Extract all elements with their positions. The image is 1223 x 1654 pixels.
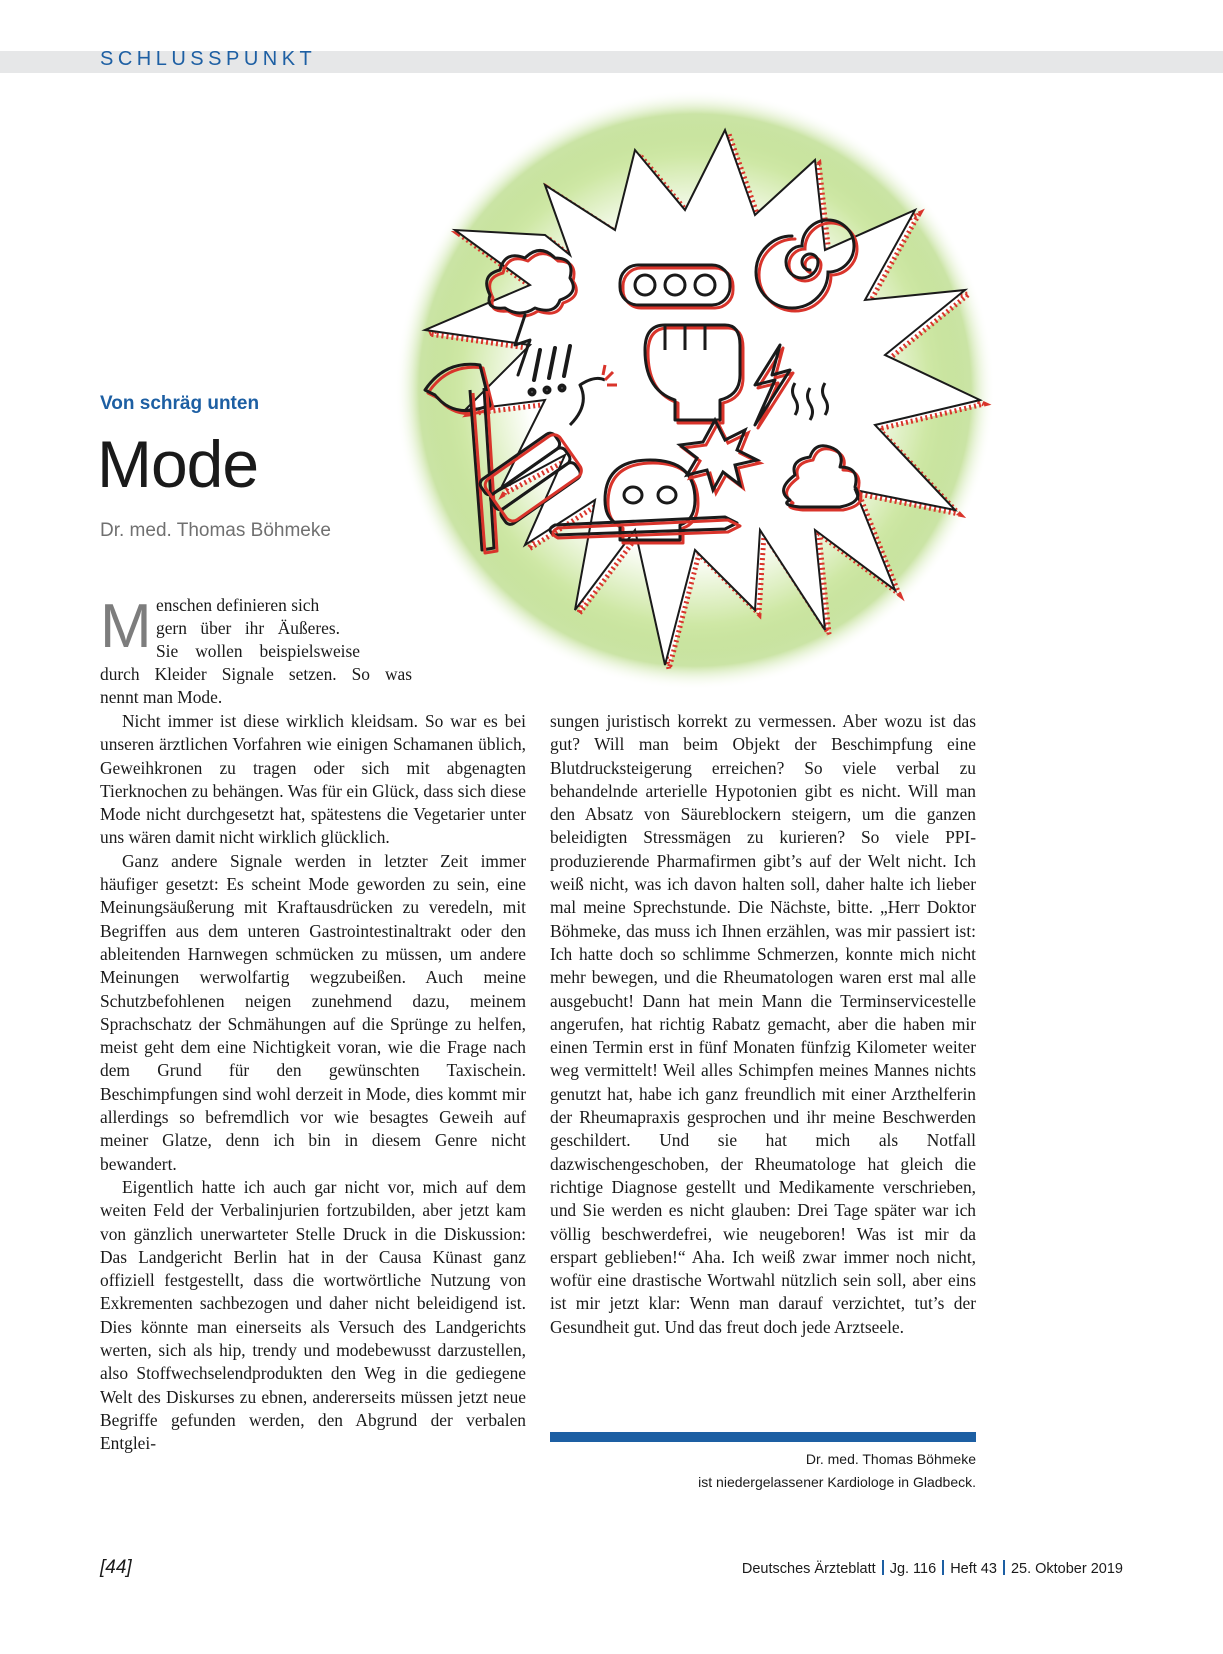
body-column-right: [550, 710, 976, 1339]
section-label: SCHLUSSPUNKT: [100, 48, 317, 70]
body-paragraph: Ganz andere Signale werden in letzter Zeit immer häufiger gesetzt: Es scheint Mode geworden zu sein, eine Meinungsäußerung mit Kraftausdrücken zu veredeln, mit Begriffen aus dem unteren Gastrointestinaltrakt oder den ableitenden Harnwegen schmücken zu müssen, um andere Meinungen werwolfartig wegzubeißen. Auch meine Schutzbefohlenen neigen zunehmend dazu, meinem Sprachschatz der Schmähungen auf die Sprünge zu helfen, meist geht dem eine Nichtigkeit voran, wie die Frage nach dem Grund für den gewünschten Taxischein. Beschimpfungen sind wohl derzeit in Mode, dies kommt mir allerdings so befremdlich vor wie besagtes Geweih auf meiner Glatze, denn ich bin in diesem Genre nicht bewandert.: [100, 850, 526, 1174]
bio-name: Dr. med. Thomas Böhmeke: [805, 1451, 976, 1467]
intro-line: enschen definieren sich: [156, 595, 320, 615]
bio-divider: [550, 1432, 976, 1442]
cartoon-illustration: [395, 90, 995, 710]
body-paragraph: sungen juristisch korrekt zu vermessen. Aber wozu ist das gut? Will man beim Objekt der Beschimpfung eine Blutdrucksteigerung erreichen? So viele verbal zu behandelnde arterielle Hypotonien gibt es nicht. Will man den Absatz von Säureblockern steigern, um die ganzen beleidigten Stressmägen zu kurieren? So viele PPI-produzierende Pharmafirmen gibt’s auf der Welt nicht. Ich weiß nicht, was ich davon halten soll, daher halte ich lieber mal meine Sprechstunde. Die Nächste, bitte. „Herr Doktor Böhmeke, das muss ich Ihnen erzählen, was mir passiert ist: Ich hatte doch so schlimme Schmerzen, konnte mich nicht mehr bewegen, und die Rheumatologen waren erst mal alle ausgebucht! Dann hat mein Mann die Terminservicestelle angerufen, hat richtig Rabatz gemacht, aber die haben mir einen Termin erst in fünf Monaten fünfzig Kilometer weiter weg vermittelt! Weil alles Schimpfen meines Mannes nichts genutzt hat, habe ich ganz freundlich mit einer Arzthelferin der Rheumapraxis gesprochen und ihr meine Beschwerden geschildert. Und sie hat mich als Notfall dazwischengeschoben, der Rheumatologe hat gleich die richtige Diagnose gestellt und Medikamente verschrieben, und Sie werden es nicht glauben: Drei Tage später war ich völlig beschwerdefrei, wie neugeboren! Was ist mir da erspart geblieben!“ Aha. Ich weiß zwar immer noch nicht, wofür eine drastische Wortwahl nützlich sein soll, aber eins ist mir jetzt klar: Wenn man darauf verzichtet, tut’s der Gesundheit gut. Und das freut doch jede Arztseele.: [550, 711, 976, 1337]
intro-line: nennt man Mode.: [100, 687, 223, 707]
body-paragraph: Nicht immer ist diese wirklich kleidsam. So war es bei unseren ärztlichen Vorfahren wie einigen Schamanen üblich, Geweihkronen zu tragen oder sich mit abgenagten Tierknochen zu behängen. Was für ein Glück, dass sich diese Mode nicht durchgesetzt hat, spätestens die Vegetarier unter uns wären damit nicht wirklich glücklich.: [100, 711, 526, 848]
footer-separator: [942, 1560, 944, 1575]
article-title: Mode: [97, 427, 259, 501]
article-kicker: Von schräg unten: [100, 393, 260, 414]
footer-separator: [1003, 1560, 1005, 1575]
journal-issue: Heft 43: [950, 1561, 997, 1577]
footer-journal-info: [742, 1560, 1123, 1577]
body-column-left: [100, 710, 526, 1456]
intro-line: Sie wollen beispielsweise: [156, 641, 360, 661]
journal-name: Deutsches Ärzteblatt: [741, 1561, 876, 1577]
drop-cap: M: [100, 592, 152, 661]
intro-line: durch Kleider Signale setzen. So was: [100, 664, 412, 684]
body-paragraph: Eigentlich hatte ich auch gar nicht vor, mich auf dem weiten Feld der Verbalinjurien fortzubilden, aber jetzt kam von gänzlich unerwarteter Stelle Druck in die Diskussion: Das Landgericht Berlin hat in der Causa Künast ganz offiziell festgestellt, dass die wortwörtliche Nutzung von Exkrementen sachbezogen und daher nicht beleidigend ist. Dies könnte man einerseits als Versuch des Landgerichts werten, sich als hip, trendy und modebewusst darzustellen, also Stoffwechselendprodukten den Weg in die gediegene Welt des Diskurses zu ebnen, andererseits müssen jetzt neue Begriffe gefunden werden, den Abgrund der verbalen Entglei-: [100, 1176, 526, 1454]
bio-text: ist niedergelassener Kardiologe in Gladbeck.: [698, 1474, 976, 1490]
author-bio: [550, 1448, 976, 1494]
footer-separator: [882, 1560, 884, 1575]
journal-date: 25. Oktober 2019: [1010, 1561, 1123, 1577]
journal-volume: Jg. 116: [889, 1561, 937, 1577]
intro-line: gern über ihr Äußeres.: [156, 618, 340, 638]
page-number: [44]: [100, 1557, 132, 1578]
article-author: Dr. med. Thomas Böhmeke: [100, 520, 331, 541]
